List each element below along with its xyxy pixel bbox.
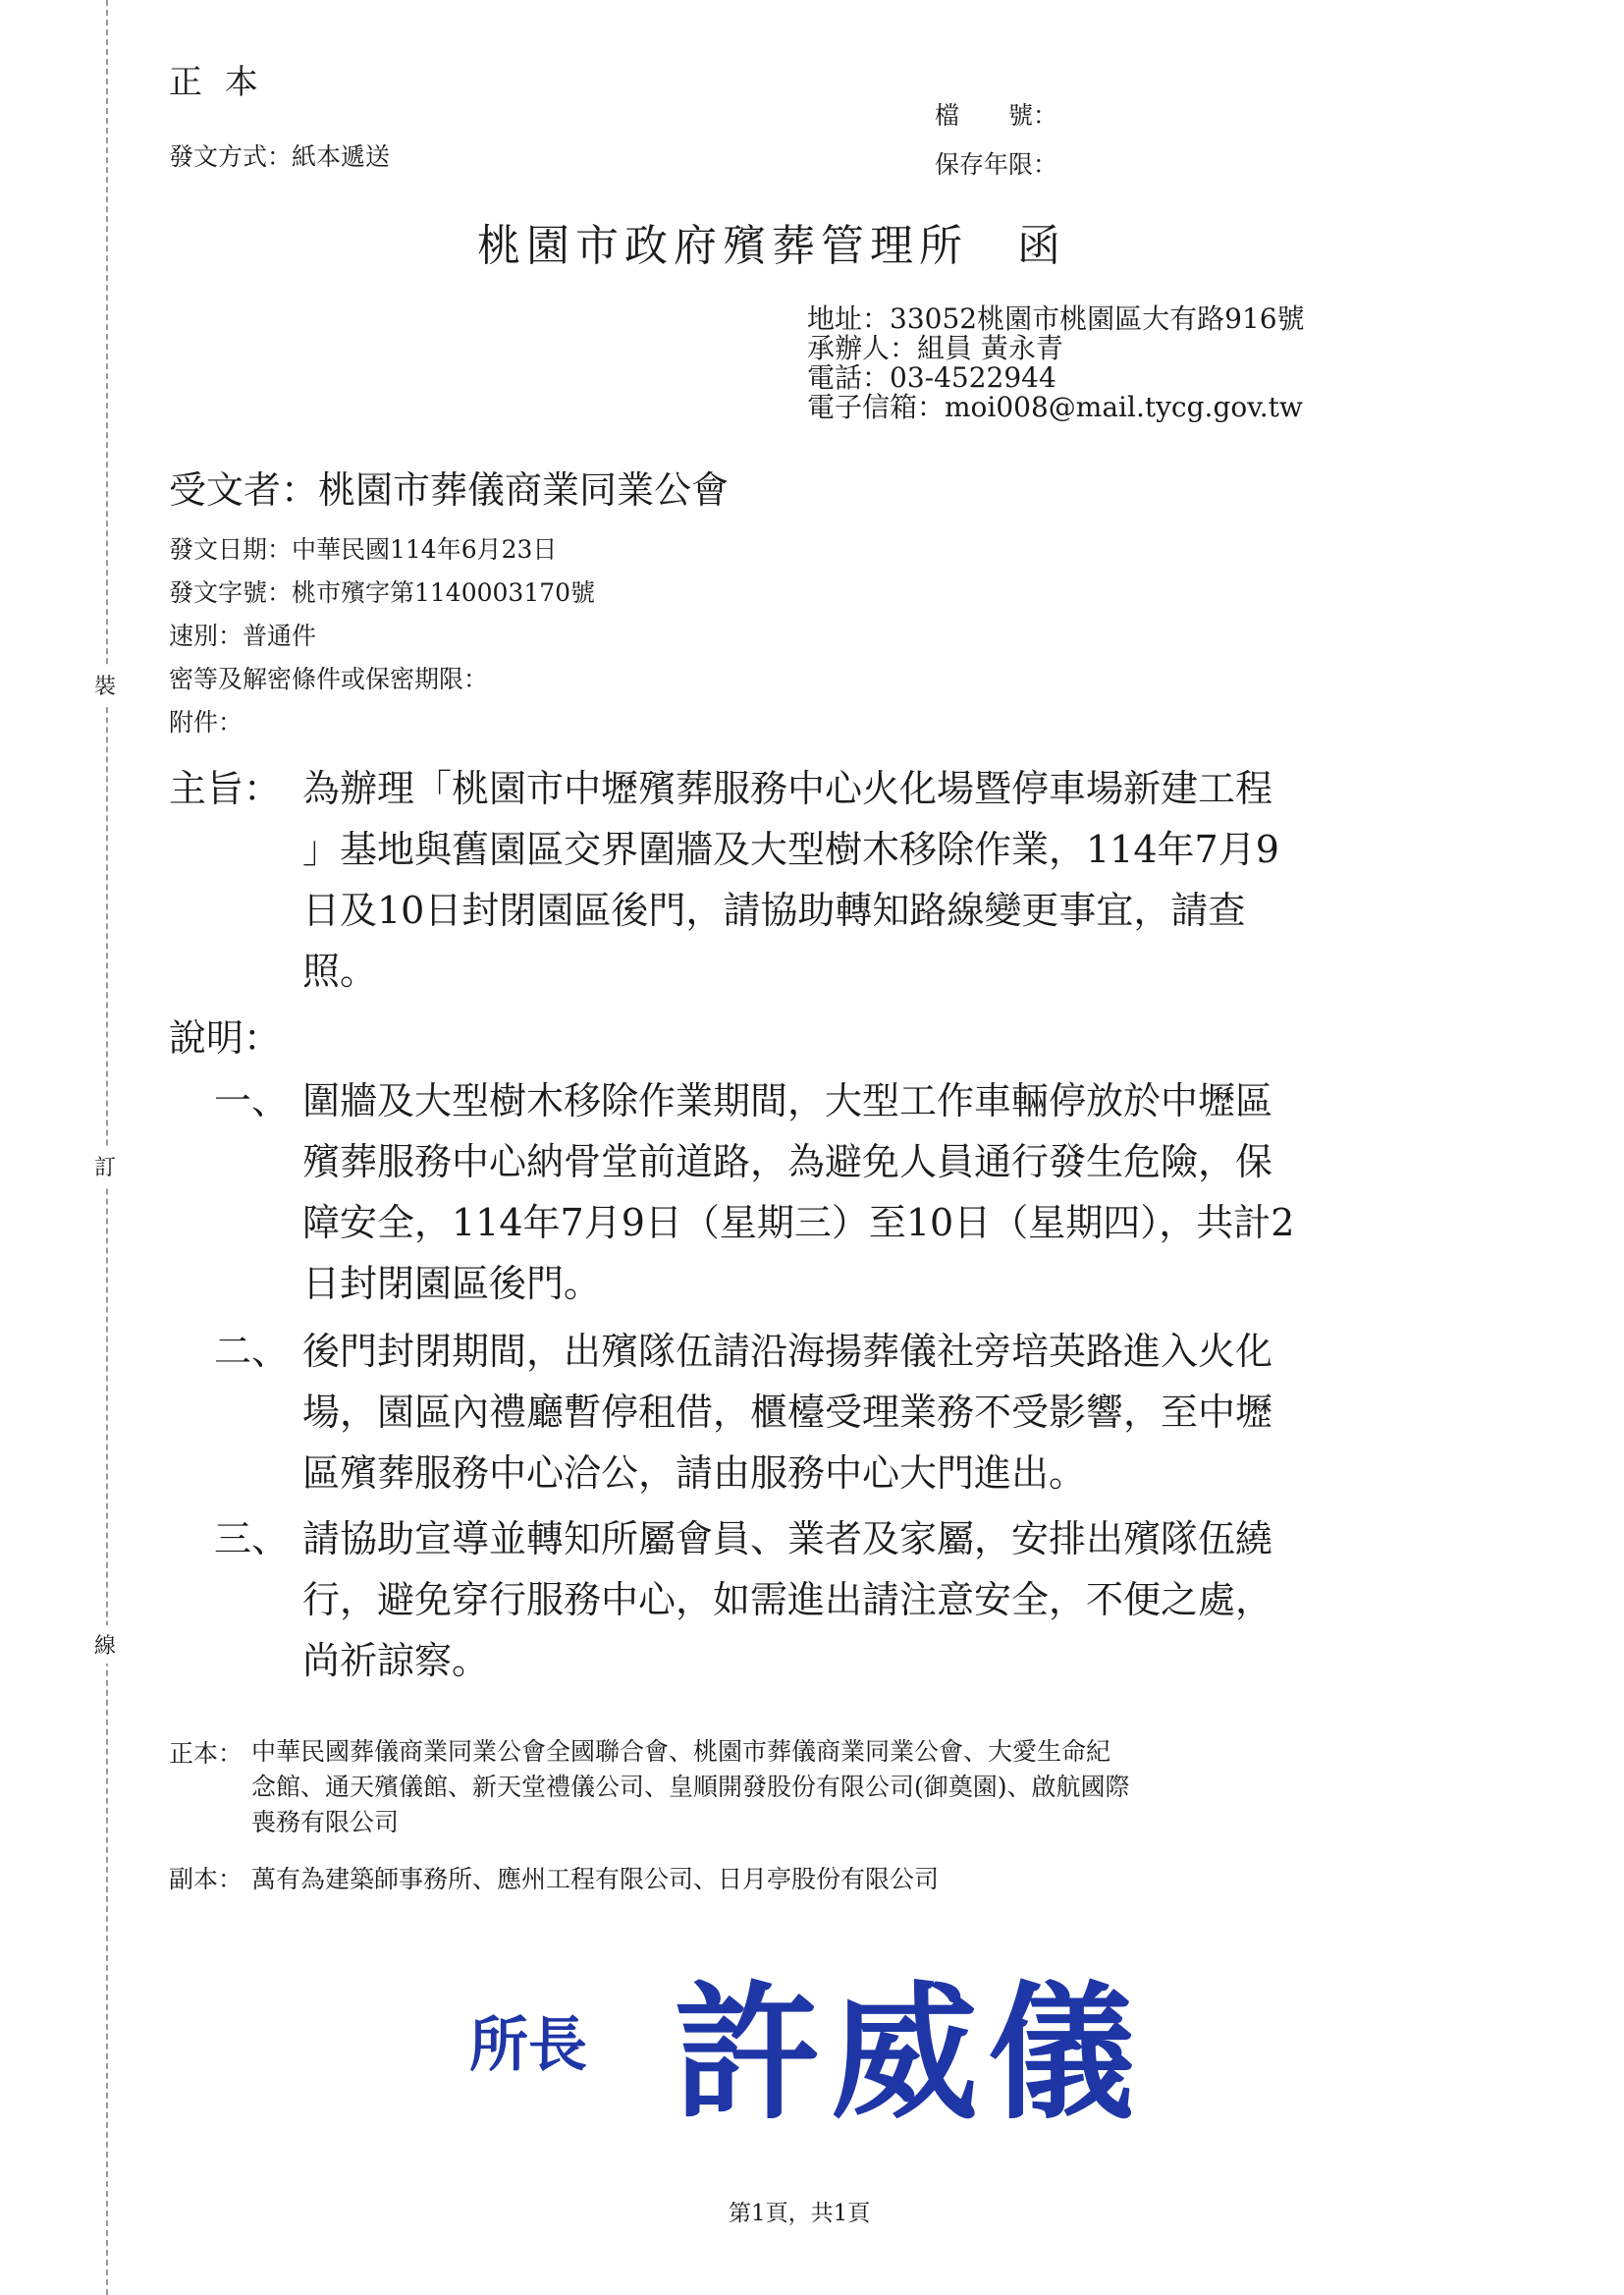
copy-type: 正 本 xyxy=(169,63,264,102)
subject-line: 為辦理「桃園市中壢殯葬服務中心火化場暨停車場新建工程 xyxy=(302,767,1273,810)
original-recipients-label: 正本： xyxy=(169,1739,244,1768)
priority: 速別：普通件 xyxy=(169,622,317,650)
send-method: 發文方式：紙本遞送 xyxy=(169,142,391,171)
explanation-item-3 xyxy=(302,1508,1272,1691)
retention-period: 保存年限： xyxy=(935,150,1058,179)
item-line: 圍牆及大型樹木移除作業期間，大型工作車輛停放於中壢區 xyxy=(302,1079,1273,1122)
original-recipients xyxy=(251,1734,1130,1840)
item-line: 障安全，114年7月9日（星期三）至10日（星期四），共計2 xyxy=(302,1201,1295,1244)
explanation-item-1 xyxy=(302,1070,1294,1314)
item-line: 尚祈諒察。 xyxy=(302,1639,490,1682)
subject-label: 主旨： xyxy=(169,767,282,810)
file-number: 檔 號： xyxy=(935,101,1058,130)
item-line: 請協助宣導並轉知所屬會員、業者及家屬，安排出殯隊伍繞 xyxy=(302,1517,1273,1560)
confidentiality: 密等及解密條件或保密期限： xyxy=(169,665,489,693)
item-line: 日封閉園區後門。 xyxy=(302,1262,602,1305)
sender-email: 電子信箱：moi008@mail.tycg.gov.tw xyxy=(807,391,1303,423)
signature-title: 所長 xyxy=(469,2011,587,2080)
binding-mark: 訂 xyxy=(94,1147,116,1185)
binding-mark: 線 xyxy=(94,1625,116,1664)
item-line: 區殯葬服務中心洽公，請由服務中心大門進出。 xyxy=(302,1451,1087,1495)
explanation-label: 說明： xyxy=(169,1016,282,1060)
recipient-line: 念館、通天殯儀館、新天堂禮儀公司、皇順開發股份有限公司(御奠園)、啟航國際 xyxy=(251,1773,1130,1801)
recipient-line: 喪務有限公司 xyxy=(251,1808,400,1836)
sender-phone: 電話：03-4522944 xyxy=(807,361,1056,394)
sender-contact: 承辦人：組員 黃永青 xyxy=(807,332,1063,364)
signature-name: 許威儀 xyxy=(674,1967,1146,2140)
recipient-line: 中華民國葬儀商業同業公會全國聯合會、桃園市葬儀商業同業公會、大愛生命紀 xyxy=(251,1737,1111,1766)
attachments: 附件： xyxy=(169,708,244,737)
explanation-item-2 xyxy=(302,1321,1272,1503)
item-number: 三、 xyxy=(214,1517,290,1560)
document-meta xyxy=(169,528,595,744)
page-number: 第1頁，共1頁 xyxy=(729,2201,871,2226)
item-line: 後門封閉期間，出殯隊伍請沿海揚葬儀社旁培英路進入火化 xyxy=(302,1330,1273,1373)
item-number: 二、 xyxy=(214,1330,290,1373)
item-line: 場，園區內禮廳暫停租借，櫃檯受理業務不受影響，至中壢 xyxy=(302,1391,1273,1434)
document-title: 桃園市政府殯葬管理所 函 xyxy=(477,221,1066,271)
item-line: 殯葬服務中心納骨堂前道路，為避免人員通行發生危險，保 xyxy=(302,1140,1273,1183)
subject-line: 照。 xyxy=(302,950,378,993)
subject-line: 日及10日封閉園區後門，請協助轉知路線變更事宜，請查 xyxy=(302,889,1246,932)
copy-recipients-label: 副本： xyxy=(169,1865,244,1893)
sender-info xyxy=(807,304,1305,422)
item-number: 一、 xyxy=(214,1079,290,1122)
document-number: 發文字號：桃市殯字第1140003170號 xyxy=(169,578,596,607)
recipient: 受文者：桃園市葬儀商業同業公會 xyxy=(169,468,730,512)
item-line: 行，避免穿行服務中心，如需進出請注意安全，不便之處， xyxy=(302,1578,1273,1621)
sender-address: 地址：33052桃園市桃園區大有路916號 xyxy=(807,302,1305,335)
subject-text xyxy=(302,758,1279,1002)
subject-line: 」基地與舊園區交界圍牆及大型樹木移除作業，114年7月9 xyxy=(302,828,1279,871)
issue-date: 發文日期：中華民國114年6月23日 xyxy=(169,535,558,564)
binding-mark: 裝 xyxy=(94,666,116,704)
copy-recipients: 萬有為建築師事務所、應州工程有限公司、日月亭股份有限公司 xyxy=(251,1865,940,1893)
